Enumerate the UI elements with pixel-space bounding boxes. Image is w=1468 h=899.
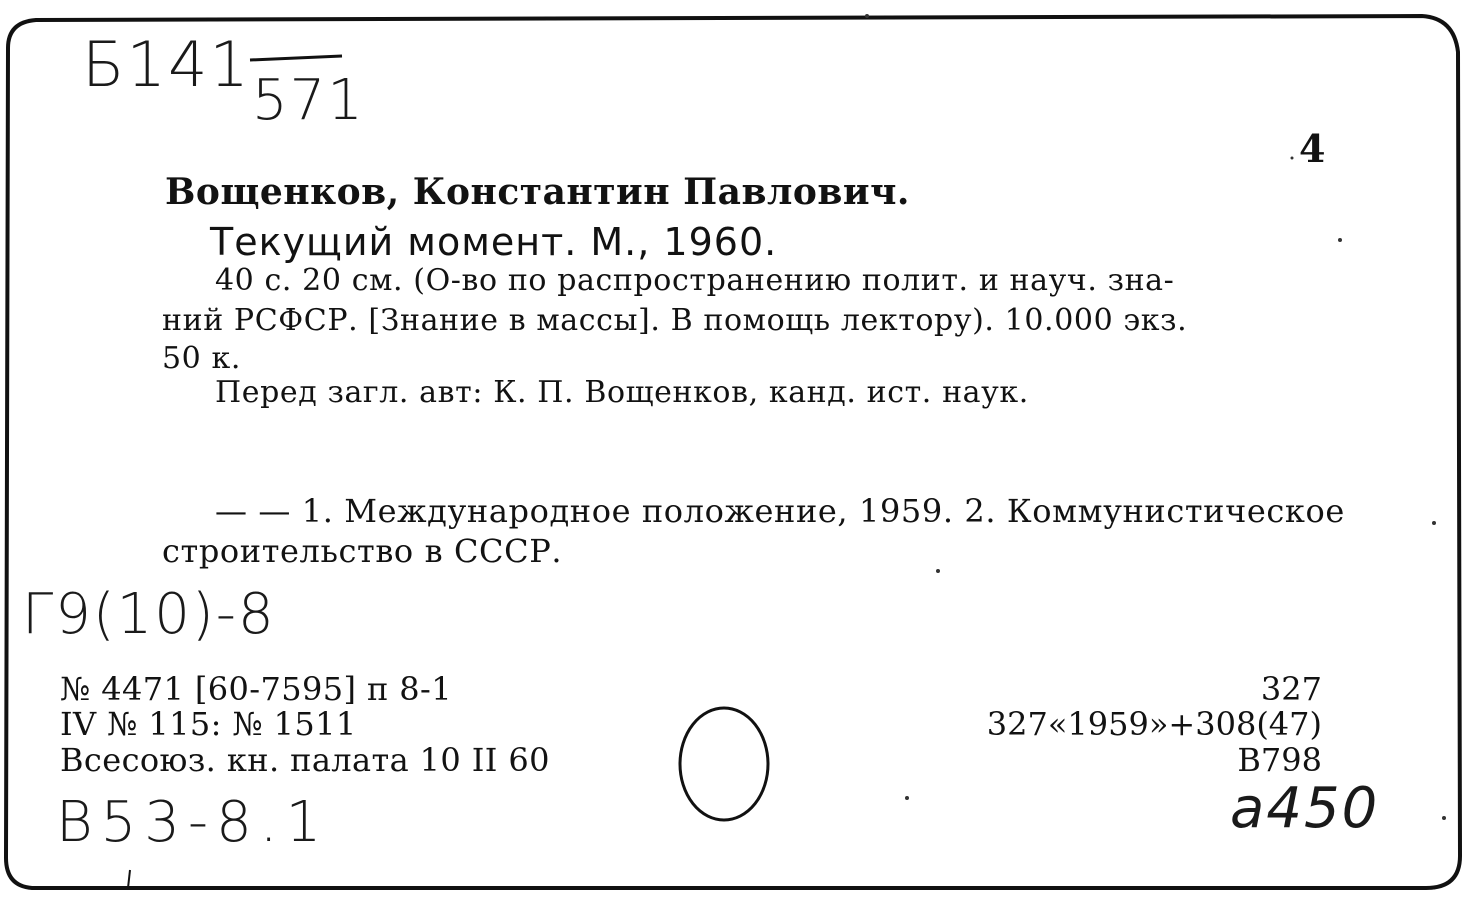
- footer-right-line: 327: [1260, 670, 1322, 708]
- handwritten-shelfmark-sub: 571: [252, 68, 365, 133]
- description-line: 50 к.: [162, 341, 241, 376]
- footer-right-line: В798: [1237, 741, 1322, 779]
- card-number: 4: [1299, 126, 1326, 171]
- footer-left-line: IV № 115: № 1511: [60, 705, 357, 743]
- footer-right-line: 327«1959»+308(47): [986, 705, 1322, 743]
- description-line: 40 с. 20 см. (О-во по распространению полит. и науч. зна-: [215, 263, 1175, 298]
- subject-headings: — — 1. Международное положение, 1959. 2. Коммунистическое: [215, 492, 1345, 530]
- description-line: ний РСФСР. [Знание в массы]. В помощь лектору). 10.000 экз.: [162, 303, 1188, 338]
- handwritten-classification: Г9(10)-8: [22, 582, 276, 647]
- author-note: Перед загл. авт: К. П. Вощенков, канд. ист. наук.: [215, 375, 1029, 410]
- catalog-card: [2, 8, 1462, 892]
- handwritten-shelfmark: Б141: [82, 28, 251, 101]
- handwritten-bottom-left-code: В53-8.1: [56, 790, 330, 855]
- author-heading: Вощенков, Константин Павлович.: [165, 171, 910, 213]
- handwritten-bottom-right-code: a450: [1230, 776, 1380, 841]
- footer-left-line: Всесоюз. кн. палата 10 II 60: [60, 741, 550, 779]
- title-line: Текущий момент. М., 1960.: [210, 220, 778, 264]
- subject-headings-cont: строительство в СССР.: [162, 532, 563, 570]
- footer-left-line: № 4471 [60-7595] п 8-1: [60, 670, 453, 708]
